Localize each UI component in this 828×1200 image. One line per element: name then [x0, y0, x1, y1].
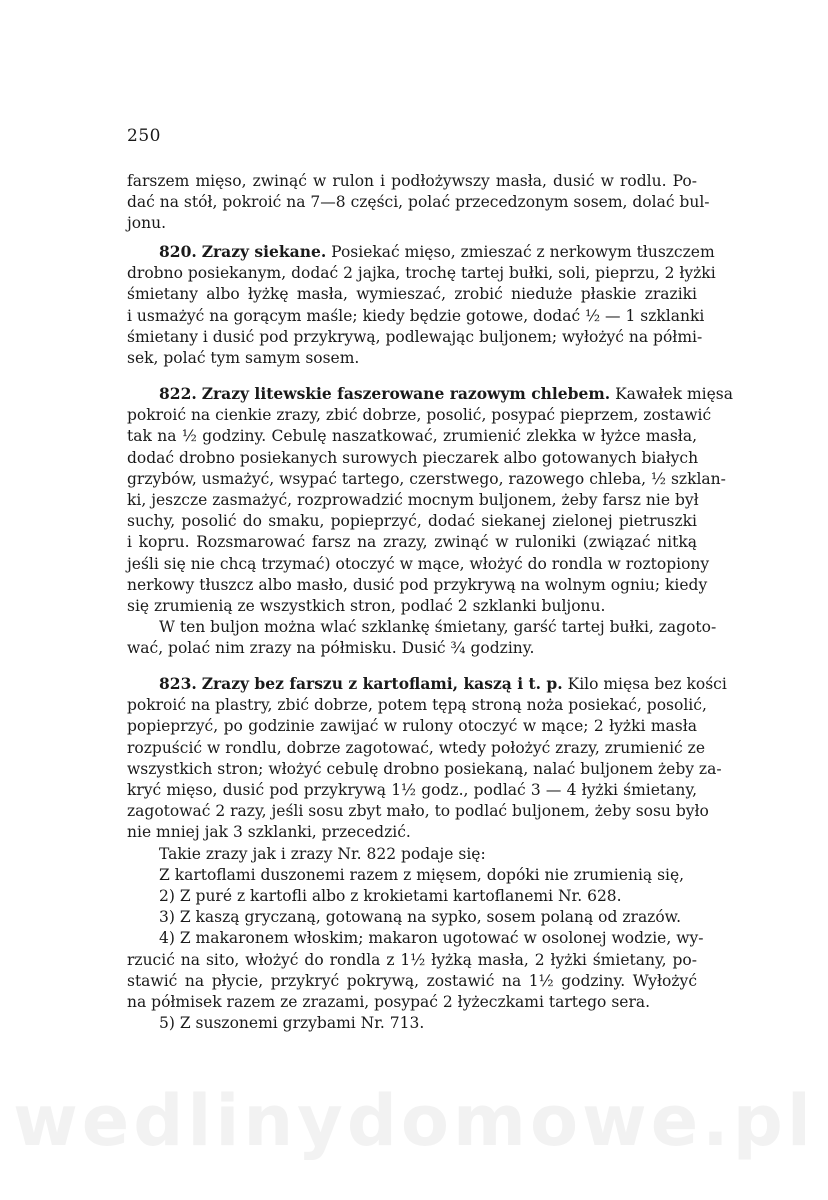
text-line: farszem mięso, zwinąć w rulon i podłożywszy masła, dusić w rodlu. Po-: [127, 172, 697, 190]
text-line: rozpuścić w rondlu, dobrze zagotować, wtedy położyć zrazy, zrumienić ze: [127, 738, 705, 757]
watermark: wedlinydomowe.pl: [13, 1080, 815, 1162]
text-line: pokroić na plastry, zbić dobrze, potem tępą stroną noża posiekać, posolić,: [127, 696, 707, 715]
text-line: zagotować 2 razy, jeśli sosu zbyt mało, to podlać buljonem, żeby sosu było: [127, 802, 709, 821]
recipe-number: 823.: [159, 674, 197, 693]
text-line: drobno posiekanym, dodać 2 jajka, trochę tartej bułki, soli, pieprzu, 2 łyżki: [127, 264, 716, 283]
text-line: jeśli się nie chcą trzymać) otoczyć w mące, włożyć do rondla w roztopiony: [127, 554, 710, 573]
list-item: Z kartoflami duszonemi razem z mięsem, dopóki nie zrumienią się,: [159, 865, 685, 884]
text-line: sek, polać tym samym sosem.: [127, 349, 360, 368]
text-line: dodać drobno posiekanych surowych pieczarek albo gotowanych białych: [127, 448, 699, 467]
text-line: Takie zrazy jak i zrazy Nr. 822 podaje się:: [159, 844, 486, 863]
text-line: stawić na płycie, przykryć pokrywą, zostawić na 1½ godziny. Wyłożyć: [127, 971, 697, 990]
text-line: Kawałek mięsa: [615, 385, 733, 403]
recipe-heading-line: [127, 241, 715, 263]
text-line: rzucić na sito, włożyć do rondla z 1½ łyżką masła, 2 łyżki śmietany, po-: [127, 950, 697, 969]
text-line: kryć mięso, dusić pod przykrywą 1½ godz., podlać 3 — 4 łyżki śmietany,: [127, 781, 697, 800]
text-line: pokroić na cienkie zrazy, zbić dobrze, posolić, posypać pieprzem, zostawić: [127, 406, 712, 425]
text-line: Posiekać mięso, zmieszać z nerkowym tłuszczem: [331, 243, 715, 261]
text-line: Kilo mięsa bez kości: [567, 675, 727, 693]
text-line: śmietany albo łyżkę masła, wymieszać, zrobić nieduże płaskie zraziki: [127, 285, 697, 304]
text-line: wać, polać nim zrazy na półmisku. Dusić ¾ godziny.: [127, 639, 535, 658]
recipe-823: [127, 673, 727, 1034]
recipe-title: Zrazy siekane.: [201, 242, 327, 261]
page-number: 250: [127, 126, 161, 146]
text-line: grzybów, usmażyć, wsypać tartego, czerstwego, razowego chleba, ½ szklan-: [127, 469, 726, 488]
recipe-number: 822.: [159, 384, 197, 403]
text-line: i usmażyć na gorącym maśle; kiedy będzie gotowe, dodać ½ — 1 szklanki: [127, 306, 705, 325]
text-line: się zrumienią ze wszystkich stron, podlać 2 szklanki buljonu.: [127, 597, 606, 616]
intro-paragraph: [127, 171, 710, 235]
text-line: wszystkich stron; włożyć cebulę drobno posiekaną, nalać buljonem żeby za-: [127, 759, 722, 778]
list-item: 4) Z makaronem włoskim; makaron ugotować w osolonej wodzie, wy-: [159, 929, 704, 948]
recipe-heading-line: [127, 383, 733, 405]
text-line: na półmisek razem ze zrazami, posypać 2 łyżeczkami tartego sera.: [127, 993, 651, 1012]
text-line: suchy, posolić do smaku, popieprzyć, dodać siekanej zielonej pietruszki: [127, 512, 697, 531]
text-line: popieprzyć, po godzinie zawijać w rulony otoczyć w mące; 2 łyżki masła: [127, 717, 697, 736]
recipe-number: 820.: [159, 242, 197, 261]
list-item: 5) Z suszonemi grzybami Nr. 713.: [159, 1014, 425, 1033]
text-line: dać na stół, pokroić na 7—8 części, polać przecedzonym sosem, dolać bul-: [127, 193, 710, 212]
text-line: nie mniej jak 3 szklanki, przecedzić.: [127, 823, 411, 842]
text-line: W ten buljon można wlać szklankę śmietany, garść tartej bułki, zagoto-: [159, 618, 717, 637]
text-line: jonu.: [127, 214, 167, 233]
text-line: śmietany i dusić pod przykrywą, podlewając buljonem; wyłożyć na półmi-: [127, 327, 703, 346]
recipe-title: Zrazy litewskie faszerowane razowym chlebem.: [201, 384, 611, 403]
text-line: ki, jeszcze zasmażyć, rozprowadzić mocnym buljonem, żeby farsz nie był: [127, 491, 699, 510]
recipe-822: [127, 383, 733, 660]
text-line: tak na ½ godziny. Cebulę naszatkować, zrumienić zlekka w łyżce masła,: [127, 427, 697, 446]
recipe-820: [127, 241, 716, 369]
text-line: i kopru. Rozsmarować farsz na zrazy, zwinąć w ruloniki (związać nitką: [127, 533, 697, 552]
recipe-heading-line: [127, 673, 727, 695]
list-item: 3) Z kaszą gryczaną, gotowaną na sypko, sosem polaną od zrazów.: [159, 908, 682, 927]
recipe-title: Zrazy bez farszu z kartoflami, kaszą i t. p.: [201, 674, 563, 693]
text-line: nerkowy tłuszcz albo masło, dusić pod przykrywą na wolnym ogniu; kiedy: [127, 575, 708, 594]
list-item: 2) Z puré z kartofli albo z krokietami kartoflanemi Nr. 628.: [159, 887, 622, 906]
